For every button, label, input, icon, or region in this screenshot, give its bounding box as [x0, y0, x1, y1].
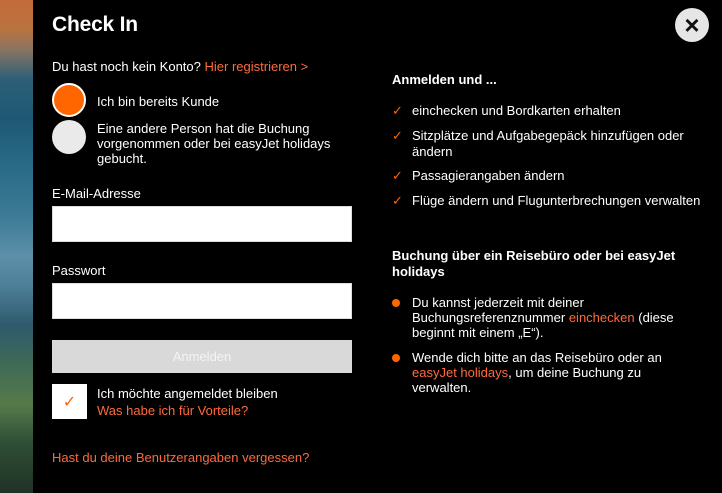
bullet-dot — [392, 354, 400, 362]
benefit-text: einchecken und Bordkarten erhalten — [412, 103, 621, 118]
benefit-item — [392, 168, 702, 184]
bullet-text — [412, 295, 692, 340]
bullet-text-part: Du kannst jederzeit mit deiner Buchungsreferenznummer — [412, 295, 584, 325]
register-prompt-text: Du hast noch kein Konto? — [52, 59, 201, 74]
background-photo-strip — [0, 0, 33, 493]
checkin-link[interactable]: einchecken — [568, 310, 635, 325]
radio-label: Ich bin bereits Kunde — [97, 94, 220, 109]
bullet-text-part: , um deine Buchung zu verwalten. — [412, 365, 642, 395]
benefit-text: Flüge ändern und Flugunterbrechungen verwalten — [412, 193, 701, 208]
benefits-heading: Anmelden und ... — [392, 72, 497, 87]
bullet-text — [412, 350, 692, 395]
benefit-text: Sitzplätze und Aufgabegepäck hinzufügen oder ändern — [412, 128, 684, 159]
benefit-item — [392, 128, 702, 160]
check-icon: ✓ — [392, 128, 403, 143]
password-label: Passwort — [52, 263, 106, 278]
check-icon: ✓ — [392, 103, 403, 118]
email-field[interactable] — [52, 206, 352, 242]
bullet-text-part: (diese beginnt mit einem „E“). — [412, 310, 674, 340]
register-link[interactable]: Hier registrieren > — [204, 59, 309, 74]
email-label: E-Mail-Adresse — [52, 186, 141, 201]
check-icon: ✓ — [392, 193, 403, 208]
check-icon: ✓ — [392, 168, 403, 183]
radio-label: Eine andere Person hat die Buchung vorgenommen oder bei easyJet holidays gebucht. — [97, 121, 331, 166]
radio-button-selected[interactable] — [52, 83, 86, 117]
radio-existing-customer[interactable] — [52, 83, 347, 117]
agency-bullet — [392, 295, 692, 340]
password-field[interactable] — [52, 283, 352, 319]
close-icon: × — [684, 10, 700, 40]
check-in-modal — [33, 0, 722, 493]
benefits-link[interactable]: Was habe ich für Vorteile? — [97, 403, 249, 418]
agency-heading: Buchung über ein Reisebüro oder bei easyJet holidays — [392, 248, 676, 279]
radio-other-person[interactable] — [52, 120, 347, 166]
checkmark-icon: ✓ — [62, 393, 77, 411]
login-button[interactable]: Anmelden — [52, 340, 352, 373]
modal-title: Check In — [52, 13, 138, 36]
forgot-credentials-link[interactable]: Hast du deine Benutzerangaben vergessen? — [52, 450, 310, 465]
bullet-dot — [392, 299, 400, 307]
easyjet-holidays-link[interactable]: easyJet holidays — [412, 365, 509, 380]
bullet-text-part: Wende dich bitte an das Reisebüro oder an — [412, 350, 662, 365]
close-button[interactable] — [675, 8, 709, 42]
agency-bullet — [392, 350, 692, 395]
benefit-item — [392, 193, 702, 209]
benefit-text: Passagierangaben ändern — [412, 168, 565, 183]
register-prompt — [52, 59, 308, 74]
radio-button-unselected[interactable] — [52, 120, 86, 154]
benefit-item — [392, 103, 702, 119]
remember-me-label: Ich möchte angemeldet bleiben — [97, 386, 278, 401]
remember-me-checkbox[interactable] — [52, 384, 87, 419]
